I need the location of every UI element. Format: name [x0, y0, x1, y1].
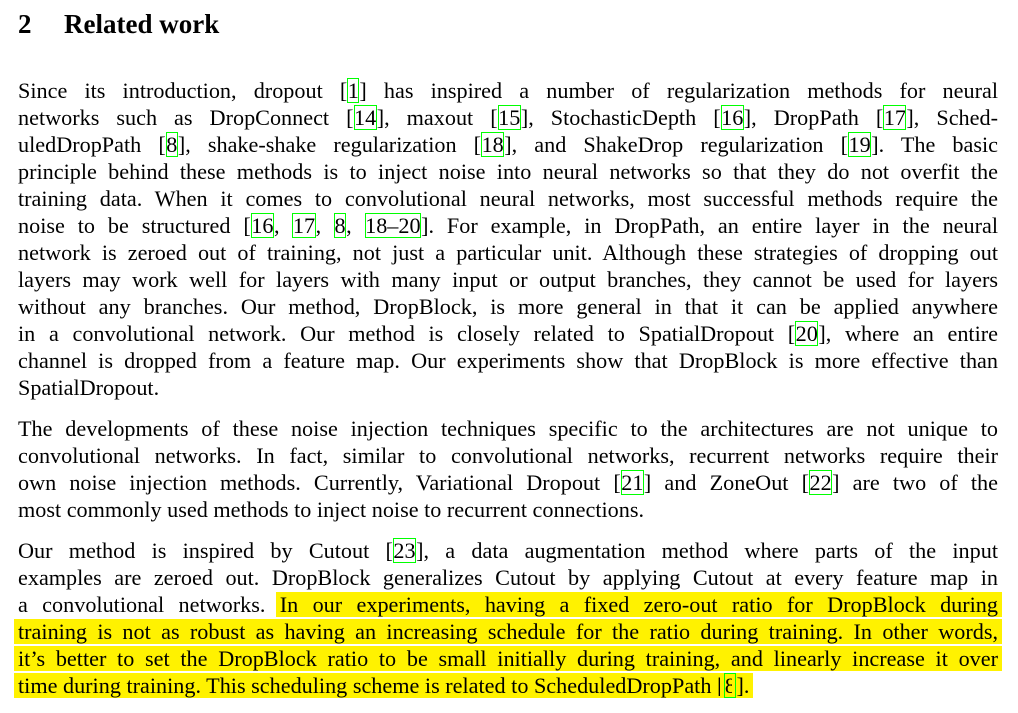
citation-link[interactable]: 20: [795, 321, 818, 346]
text-segment: Since its introduction, dropout [: [18, 78, 348, 103]
text-segment: ]. For example, in DropPath, an entire layer in the neural: [421, 213, 999, 238]
citation-link[interactable]: 1: [347, 78, 359, 103]
text-line: [18, 77, 998, 104]
paragraph-cutout: [18, 537, 998, 699]
text-line: [18, 415, 998, 442]
text-line: [18, 185, 998, 212]
citation-link[interactable]: 8: [724, 673, 736, 698]
citation-link[interactable]: 22: [809, 470, 832, 495]
text-segment: a convolutional networks.: [18, 592, 280, 617]
text-line: [18, 496, 998, 523]
text-line: [18, 564, 998, 591]
citation-link[interactable]: 14: [354, 105, 377, 130]
section-number: 2: [18, 9, 32, 39]
text-segment: ,: [346, 213, 365, 238]
text-line: [18, 266, 998, 293]
highlighted-text: ].: [736, 673, 750, 698]
text-segment: in a convolutional network. Our method is closely related to SpatialDropout [: [18, 321, 796, 346]
text-segment: SpatialDropout.: [18, 375, 160, 400]
highlighted-text: In our experiments, having a fixed zero-out ratio for DropBlock during: [279, 592, 998, 617]
text-line: [18, 131, 998, 158]
text-segment: noise to be structured [: [18, 213, 251, 238]
text-segment: principle behind these methods is to inject noise into neural networks so that they do not overfit the: [18, 159, 998, 184]
citation-link[interactable]: 18: [481, 132, 504, 157]
text-segment: ] are two of the: [832, 470, 998, 495]
section-heading: [18, 6, 219, 42]
text-segment: examples are zeroed out. DropBlock generalizes Cutout by applying Cutout at every feature map in: [18, 565, 998, 590]
text-segment: uledDropPath [: [18, 132, 166, 157]
text-segment: most commonly used methods to inject noise to recurrent connections.: [18, 497, 645, 522]
text-segment: networks such as DropConnect [: [18, 105, 354, 130]
text-segment: training data. When it comes to convolutional neural networks, most successful methods require the: [18, 186, 998, 211]
text-line: [18, 320, 998, 347]
text-line: [18, 537, 998, 564]
text-segment: channel is dropped from a feature map. Our experiments show that DropBlock is more effective than: [18, 348, 998, 373]
section-title: Related work: [64, 9, 220, 39]
highlighted-text: time during training. This scheduling scheme is related to ScheduledDropPath [: [18, 673, 725, 698]
text-segment: without any branches. Our method, DropBlock, is more general in that it can be applied anywhere: [18, 294, 998, 319]
text-line: [18, 469, 998, 496]
text-line: [18, 618, 998, 645]
text-segment: ], a data augmentation method where parts of the input: [416, 538, 998, 563]
text-line: [18, 442, 998, 469]
text-line: [18, 104, 998, 131]
citation-link[interactable]: 21: [621, 470, 644, 495]
citation-link[interactable]: 19: [848, 132, 871, 157]
text-line: [18, 374, 998, 401]
text-line: [18, 347, 998, 374]
text-segment: ], maxout [: [376, 105, 498, 130]
text-segment: ], shake-shake regularization [: [177, 132, 482, 157]
citation-link[interactable]: 16: [721, 105, 744, 130]
text-line: [18, 293, 998, 320]
text-segment: own noise injection methods. Currently, Variational Dropout [: [18, 470, 621, 495]
text-segment: ], StochasticDepth [: [520, 105, 721, 130]
citation-link[interactable]: 8: [334, 213, 346, 238]
text-segment: ], and ShakeDrop regularization [: [504, 132, 849, 157]
text-segment: ], where an entire: [818, 321, 998, 346]
citation-link[interactable]: 16: [251, 213, 274, 238]
citation-link[interactable]: 18–20: [365, 213, 421, 238]
text-line: [18, 591, 998, 618]
text-segment: network is zeroed out of training, not just a particular unit. Although these strategies of dropping out: [18, 240, 998, 265]
highlighted-text: training is not as robust as having an increasing schedule for the ratio during training. In other words,: [18, 619, 998, 644]
text-line: [18, 239, 998, 266]
text-segment: The developments of these noise injection techniques specific to the architectures are not unique to: [18, 416, 998, 441]
text-line: [18, 672, 998, 699]
paragraph-related-methods: [18, 77, 998, 401]
text-segment: ]. The basic: [871, 132, 999, 157]
citation-link[interactable]: 8: [166, 132, 178, 157]
text-line: [18, 212, 998, 239]
highlighted-text: it’s better to set the DropBlock ratio to be small initially during training, and linearly increase it over: [18, 646, 998, 671]
text-segment: Our method is inspired by Cutout [: [18, 538, 393, 563]
citation-link[interactable]: 17: [883, 105, 906, 130]
citation-link[interactable]: 17: [292, 213, 316, 238]
text-segment: ], DropPath [: [743, 105, 884, 130]
text-segment: ], Sched-: [906, 105, 998, 130]
text-line: [18, 158, 998, 185]
text-segment: ,: [315, 213, 335, 238]
text-segment: ] has inspired a number of regularization methods for neural: [359, 78, 998, 103]
citation-link[interactable]: 15: [498, 105, 521, 130]
text-segment: ] and ZoneOut [: [643, 470, 809, 495]
text-segment: convolutional networks. In fact, similar to convolutional networks, recurrent networks require their: [18, 443, 998, 468]
citation-link[interactable]: 23: [393, 538, 416, 563]
text-segment: layers may work well for layers with many input or output branches, they cannot be used for layers: [18, 267, 998, 292]
text-line: [18, 645, 998, 672]
paragraph-recurrent-noise: [18, 415, 998, 523]
text-segment: ,: [273, 213, 293, 238]
